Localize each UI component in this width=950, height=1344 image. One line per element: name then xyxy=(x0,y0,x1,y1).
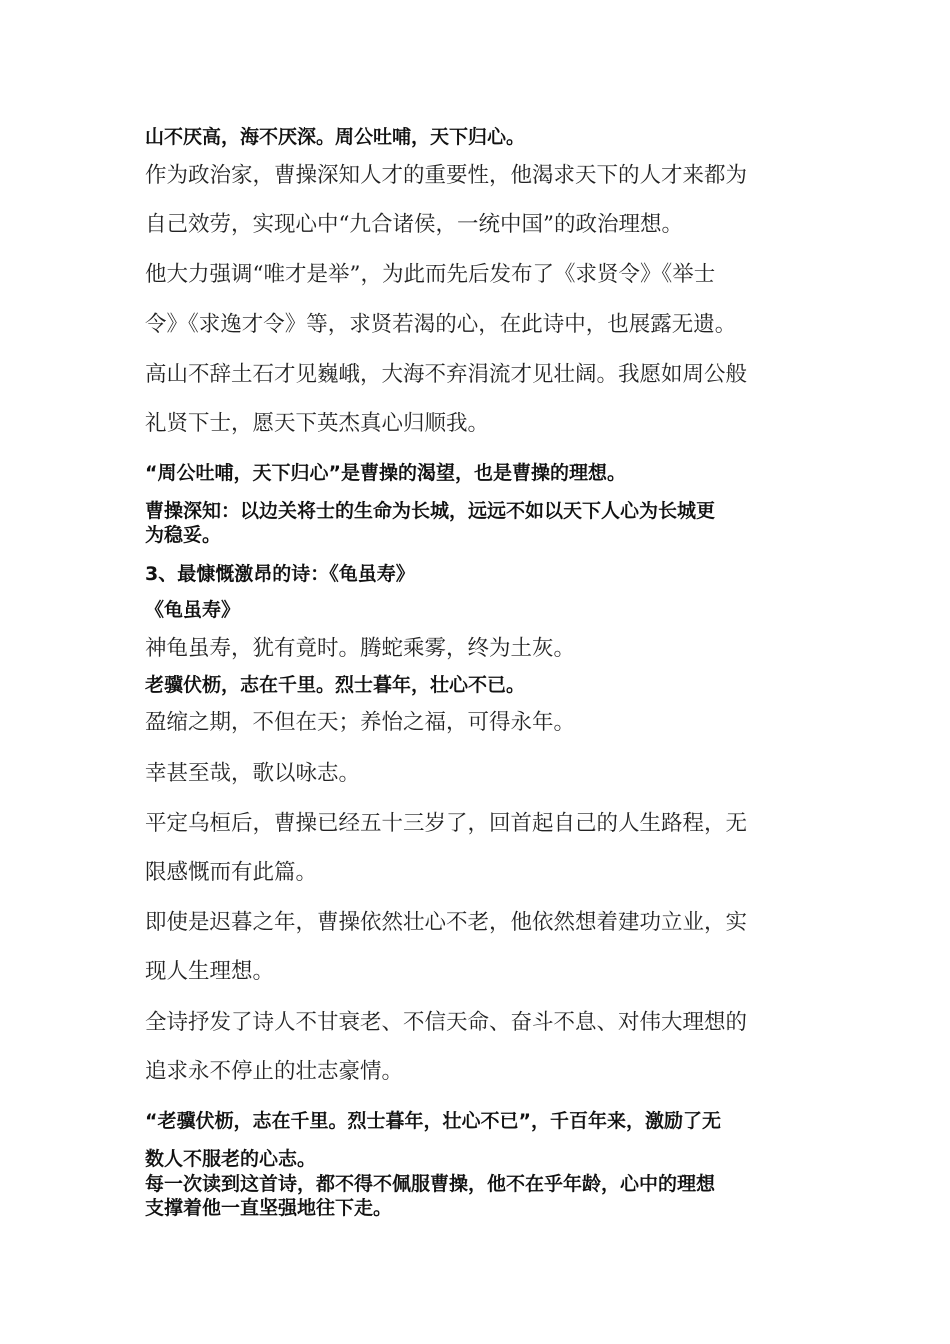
bold-statement: 每一次读到这首诗，都不得不佩服曹操，他不在乎年龄，心中的理想 xyxy=(145,1173,716,1195)
bold-statement: 曹操深知：以边关将士的生命为长城，远远不如以天下人心为长城更 xyxy=(145,500,716,522)
bold-statement: “老骥伏枥，志在千里。烈士暮年，壮心不已”，千百年来，激励了无 xyxy=(145,1110,721,1132)
paragraph-line: 令》《求逸才令》等，求贤若渴的心，在此诗中，也展露无遗。 xyxy=(145,312,737,337)
paragraph-line: 礼贤下士，愿天下英杰真心归顺我。 xyxy=(145,411,490,436)
paragraph-line: 高山不辞土石才见巍峨，大海不弃涓流才见壮阔。我愿如周公般 xyxy=(145,362,748,387)
section-heading: 3、最慷慨激昂的诗：《龟虽寿》 xyxy=(145,563,415,585)
bold-statement: 支撑着他一直坚强地往下走。 xyxy=(145,1197,393,1219)
paragraph-line: 全诗抒发了诗人不甘衰老、不信天命、奋斗不息、对伟大理想的 xyxy=(145,1010,748,1035)
poem-title: 《龟虽寿》 xyxy=(145,599,241,621)
paragraph-line: 限感慨而有此篇。 xyxy=(145,860,318,885)
bold-statement: “周公吐哺，天下归心”是曹操的渴望，也是曹操的理想。 xyxy=(145,462,626,484)
paragraph-line: 他大力强调“唯才是举”，为此而先后发布了《求贤令》《举士 xyxy=(145,262,716,287)
paragraph-line: 现人生理想。 xyxy=(145,959,275,984)
bold-statement: 为稳妥。 xyxy=(145,524,222,546)
heading-zhougong-quote: 山不厌高，海不厌深。周公吐哺，天下归心。 xyxy=(145,126,526,148)
poem-line: 神龟虽寿，犹有竟时。腾蛇乘雾，终为土灰。 xyxy=(145,636,576,661)
bold-statement: 数人不服老的心志。 xyxy=(145,1148,317,1170)
poem-line-bold: 老骥伏枥，志在千里。烈士暮年，壮心不已。 xyxy=(145,674,526,696)
paragraph-line: 自己效劳，实现心中“九合诸侯，一统中国”的政治理想。 xyxy=(145,212,683,237)
poem-line: 盈缩之期，不但在天；养怡之福，可得永年。 xyxy=(145,710,576,735)
paragraph-line: 追求永不停止的壮志豪情。 xyxy=(145,1059,404,1084)
poem-line: 幸甚至哉，歌以咏志。 xyxy=(145,761,361,786)
paragraph-line: 平定乌桓后，曹操已经五十三岁了，回首起自己的人生路程，无 xyxy=(145,811,748,836)
paragraph-line: 即使是迟暮之年，曹操依然壮心不老，他依然想着建功立业，实 xyxy=(145,910,748,935)
paragraph-line: 作为政治家，曹操深知人才的重要性，他渴求天下的人才来都为 xyxy=(145,163,748,188)
